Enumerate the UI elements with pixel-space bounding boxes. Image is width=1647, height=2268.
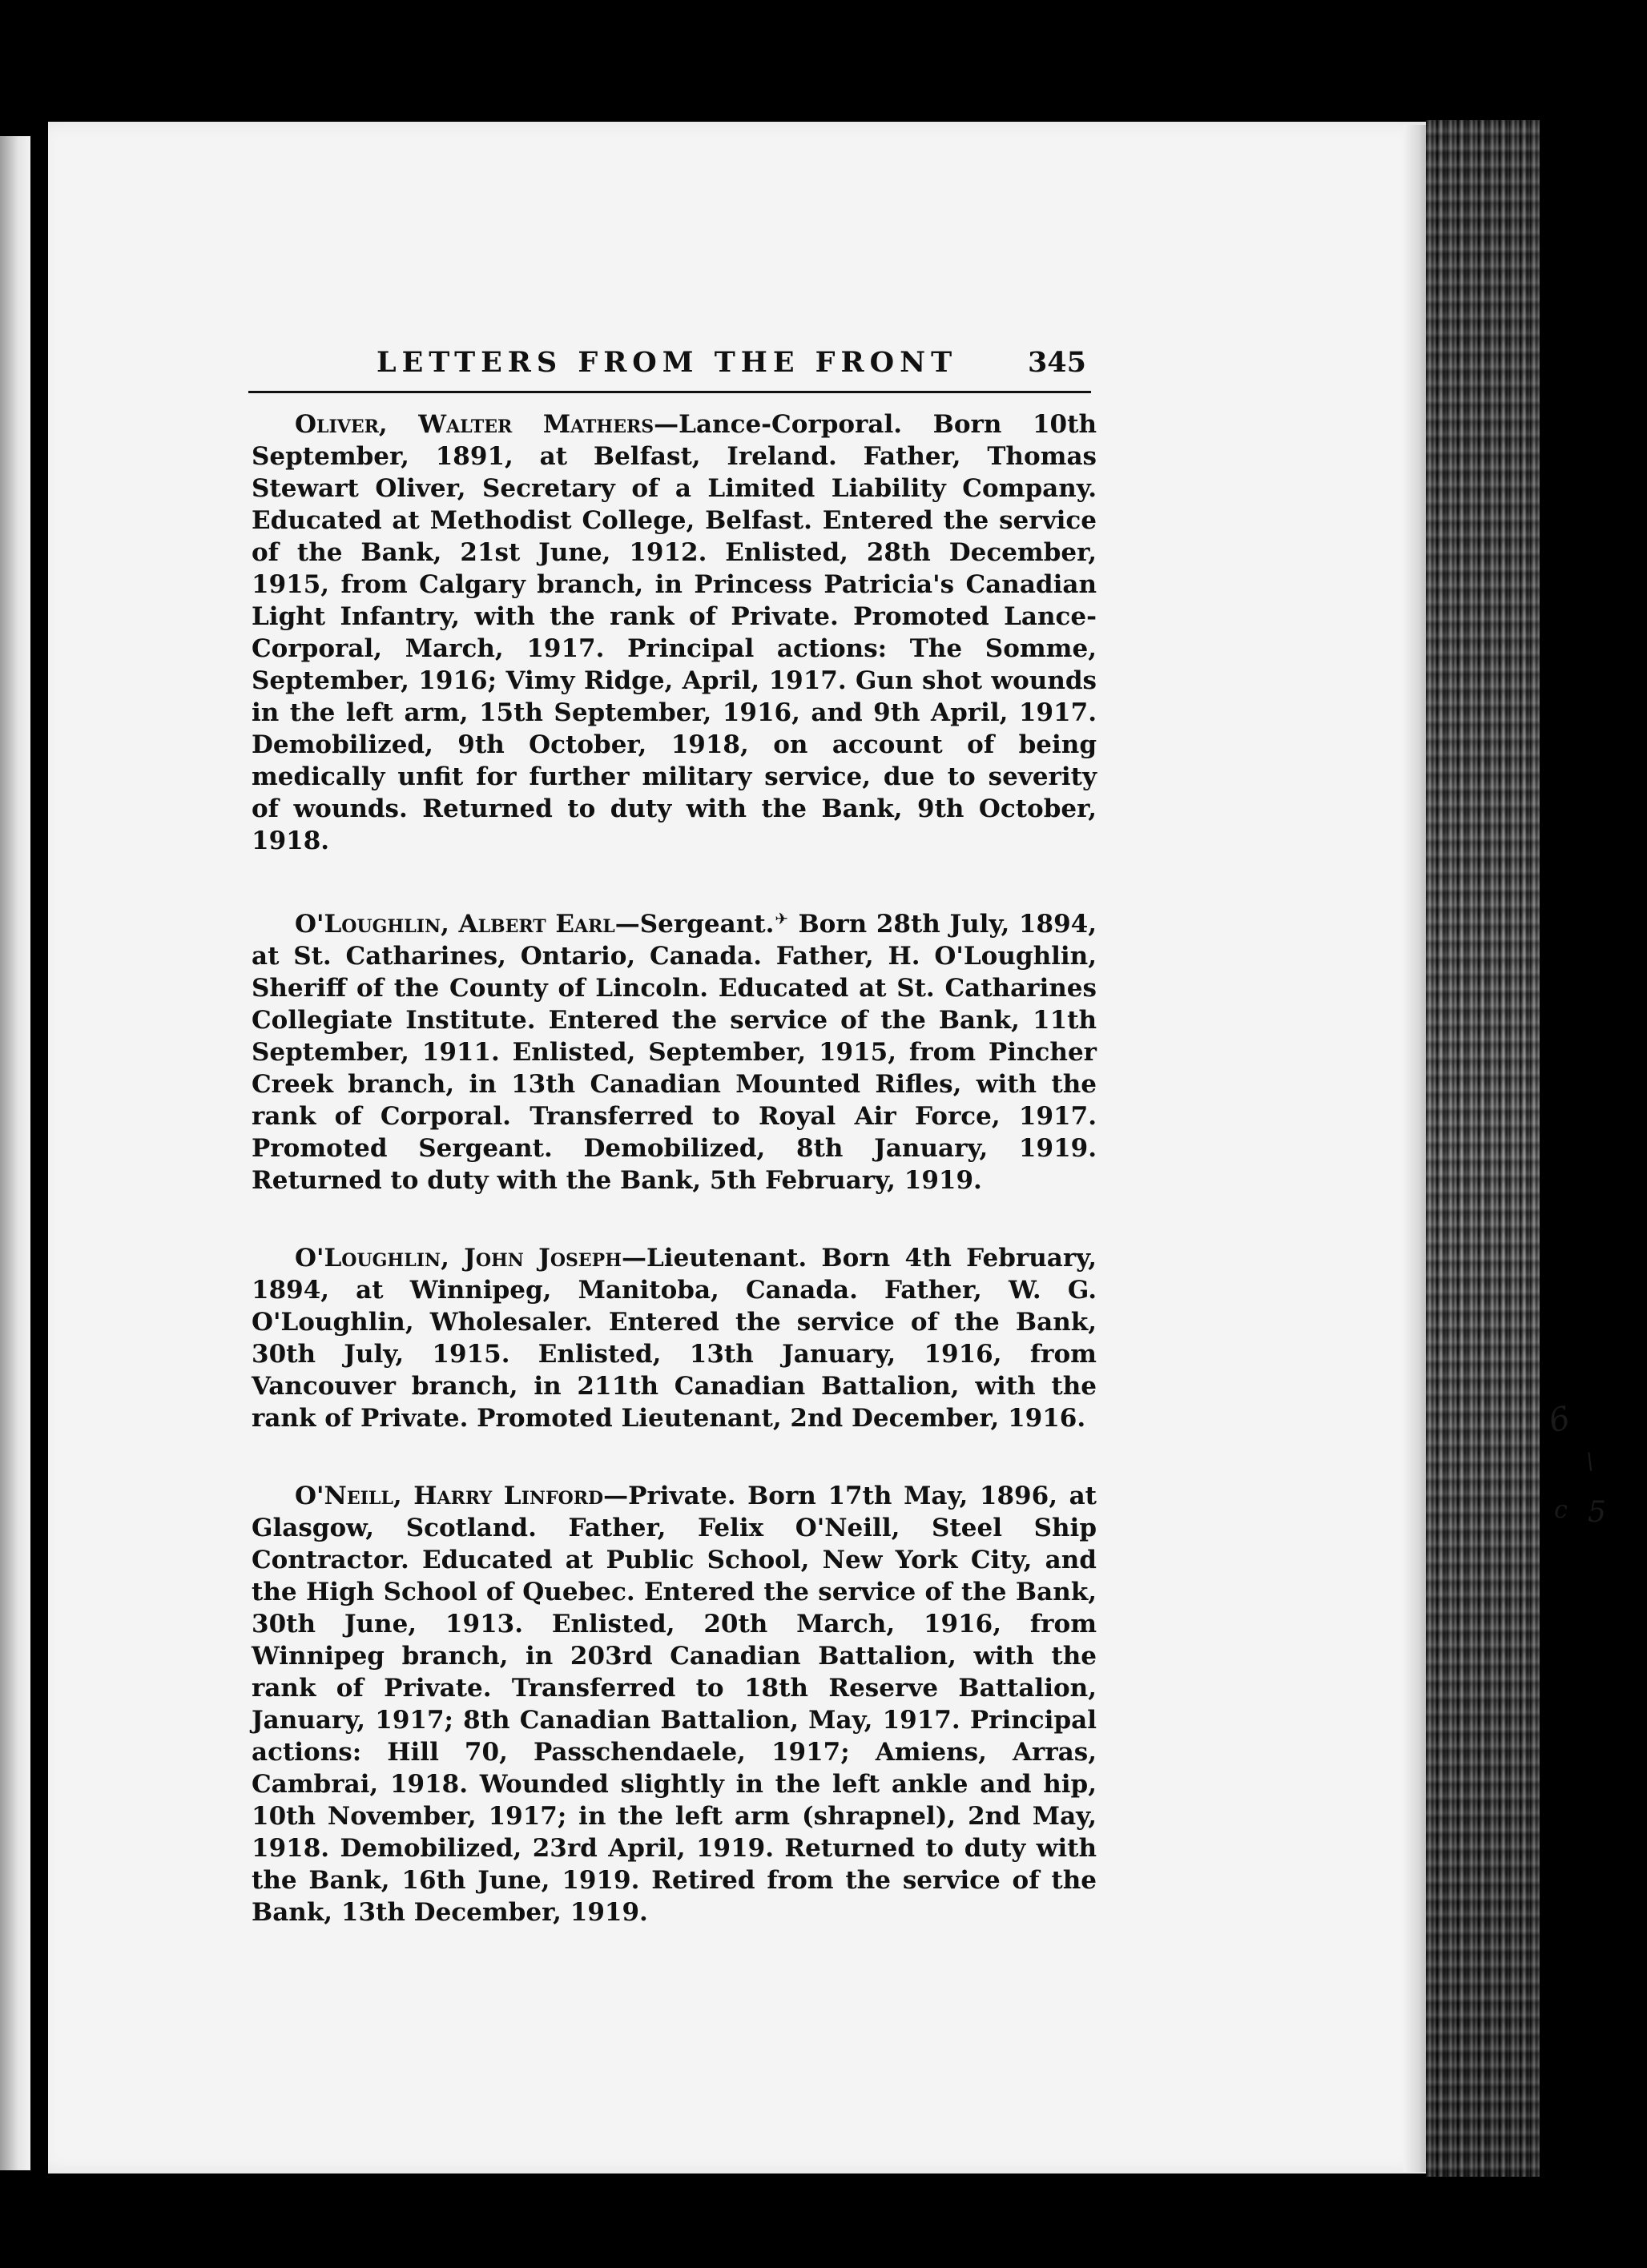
book-fore-edge-texture [1426,120,1540,2177]
handwritten-margin-note: 6 [1544,1399,1574,1441]
entry-rank: —Sergeant. [614,910,775,939]
page-gutter-shadow [1403,125,1426,2172]
handwritten-margin-note: c [1554,1496,1568,1524]
entry-text: —Lance-Corporal. Born 10th September, 1891, at Belfast, Ireland. Father, Thomas Stewart Oliver, Secretary of a Limited Liability Company. Educated at Methodist College, Belfast. Entered the service of the Bank, 21st June, 1912. Enlisted, 28th December, 1915, from Calgary branch, in Princess Patricia's Canadian Light Infantry, with the rank of Private. Promoted Lance-Corporal, March, 1917. Principal actions: The Somme, September, 1916; Vimy Ridge, April, 1917. Gun shot wounds in the left arm, 15th September, 1916, and 9th April, 1917. Demobilized, 9th October, 1918, on account of being medically unfit for further military service, due to severity of wounds. Returned to duty with the Bank, 9th October, 1918. [252,410,1097,855]
entry-given-names: Harry Linford [413,1482,604,1510]
entry-given-names: Walter Mathers [418,410,654,439]
running-head [248,343,1091,393]
entry-oloughlin-john-joseph [252,1242,1097,1434]
entry-given-names: Albert Earl [458,910,615,939]
entry-oloughlin-albert-earl [252,903,1097,1196]
entry-given-names: John Joseph [464,1244,622,1273]
entry-surname: O'Neill, [295,1482,402,1510]
entry-oliver-walter-mathers [252,408,1097,857]
entry-surname: O'Loughlin, [295,1244,449,1273]
air-force-mark-icon: ✈ [774,909,789,928]
entry-surname: O'Loughlin, [295,910,449,939]
entry-text: —Lieutenant. Born 4th February, 1894, at Winnipeg, Manitoba, Canada. Father, W. G. O'Loughlin, Wholesaler. Entered the service of the Bank, 30th July, 1915. Enlisted, 13th January, 1916, from Vancouver branch, in 211th Canadian Battalion, with the rank of Private. Promoted Lieutenant, 2nd December, 1916. [252,1244,1097,1433]
handwritten-margin-note: 5 [1588,1496,1606,1529]
handwritten-margin-note: \ [1586,1448,1594,1474]
entry-oneill-harry-linford [252,1480,1097,1928]
entry-surname: Oliver, [295,410,388,439]
entry-text: Born 28th July, 1894, at St. Catharines, Ontario, Canada. Father, H. O'Loughlin, Sheriff of the County of Lincoln. Educated at St. Catharines Collegiate Institute. Entered the service of the Bank, 11th September, 1911. Enlisted, September, 1915, from Pincher Creek branch, in 13th Canadian Mounted Rifles, with the rank of Corporal. Transferred to Royal Air Force, 1917. Promoted Sergeant. Demobilized, 8th January, 1919. Returned to duty with the Bank, 5th February, 1919. [252,910,1097,1195]
entry-text: —Private. Born 17th May, 1896, at Glasgow, Scotland. Father, Felix O'Neill, Steel Ship Contractor. Educated at Public School, New York City, and the High School of Quebec. Entered the service of the Bank, 30th June, 1913. Enlisted, 20th March, 1916, from Winnipeg branch, in 203rd Canadian Battalion, with the rank of Private. Transferred to 18th Reserve Battalion, January, 1917; 8th Canadian Battalion, May, 1917. Principal actions: Hill 70, Passchendaele, 1917; Amiens, Arras, Cambrai, 1918. Wounded slightly in the left ankle and hip, 10th November, 1917; in the left arm (shrapnel), 2nd May, 1918. Demobilized, 23rd April, 1919. Returned to duty with the Bank, 16th June, 1919. Retired from the service of the Bank, 13th December, 1919. [252,1482,1097,1927]
previous-page-edge [0,136,30,2170]
page-number: 345 [1027,346,1086,379]
page-body [252,408,1097,1928]
running-head-title: LETTERS FROM THE FRONT [377,346,958,379]
